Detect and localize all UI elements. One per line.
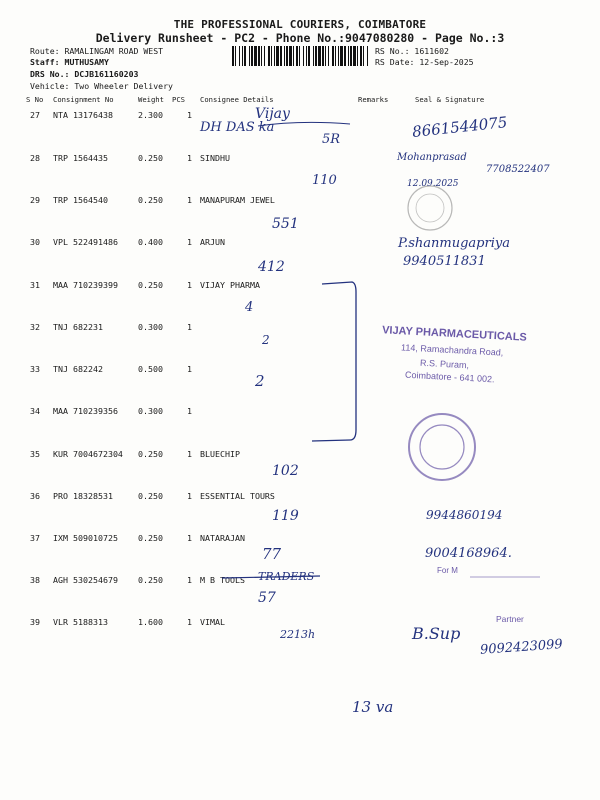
row-weight: 0.250 bbox=[138, 280, 163, 290]
col-weight: Weight bbox=[138, 95, 164, 104]
hw-r32-note: 4 bbox=[245, 300, 254, 315]
row-consignment: AGH 530254679 bbox=[53, 575, 118, 585]
row-weight: 0.250 bbox=[138, 449, 163, 459]
stamp-address-3: Coimbatore - 641 002. bbox=[404, 369, 495, 385]
row-pcs: 1 bbox=[187, 153, 192, 163]
row-pcs: 1 bbox=[187, 110, 192, 120]
row-sno: 34 bbox=[30, 406, 40, 416]
company-seal bbox=[409, 414, 475, 480]
row-pcs: 1 bbox=[187, 364, 192, 374]
row-consignment: KUR 7004672304 bbox=[53, 449, 123, 459]
row-pcs: 1 bbox=[187, 575, 192, 585]
row-consignment: TRP 1564435 bbox=[53, 153, 108, 163]
row-consignee: MANAPURAM JEWEL bbox=[200, 195, 275, 205]
drs-label: DRS No.: bbox=[30, 69, 70, 79]
company-title: THE PROFESSIONAL COURIERS, COIMBATORE bbox=[173, 18, 427, 31]
bracket-mark bbox=[312, 282, 356, 441]
row-sno: 38 bbox=[30, 575, 40, 585]
hw-r37-note: 77 bbox=[262, 545, 282, 563]
row-sno: 35 bbox=[30, 449, 40, 459]
hw-r30-note: 551 bbox=[272, 216, 299, 232]
row-sno: 30 bbox=[30, 237, 40, 247]
rs-date: RS Date: 12-Sep-2025 bbox=[375, 57, 474, 67]
col-seal-signature: Seal & Signature bbox=[415, 95, 485, 104]
row-weight: 2.300 bbox=[138, 110, 163, 120]
row-weight: 0.250 bbox=[138, 575, 163, 585]
row-consignment: TNJ 682242 bbox=[53, 364, 103, 374]
row-sno: 37 bbox=[30, 533, 40, 543]
row-consignment: PRO 18328531 bbox=[53, 491, 113, 501]
row-weight: 0.250 bbox=[138, 491, 163, 501]
row-consignment: TRP 1564540 bbox=[53, 195, 108, 205]
row-pcs: 1 bbox=[187, 617, 192, 627]
row-consignee: VIJAY PHARMA bbox=[200, 280, 260, 290]
row-sno: 28 bbox=[30, 153, 40, 163]
col-consignment: Consignment No bbox=[53, 95, 114, 104]
row-weight: 0.250 bbox=[138, 533, 163, 543]
hw-r36-phone: 9944860194 bbox=[426, 508, 503, 522]
row-weight: 0.250 bbox=[138, 195, 163, 205]
hw-r31-note: 412 bbox=[258, 259, 285, 275]
rs-number: RS No.: 1611602 bbox=[375, 46, 449, 56]
hw-r28-note: 110 bbox=[312, 173, 337, 188]
col-sno: S No bbox=[26, 95, 44, 104]
hw-bottom-note: 13 va bbox=[352, 698, 394, 716]
stamp-company-name: VIJAY PHARMACEUTICALS bbox=[381, 324, 528, 344]
staff-name: MUTHUSAMY bbox=[64, 57, 109, 67]
row-pcs: 1 bbox=[187, 195, 192, 205]
row-weight: 0.500 bbox=[138, 364, 163, 374]
col-pcs: PCS bbox=[172, 95, 185, 104]
hw-r33-note: 2 bbox=[262, 333, 270, 347]
row-consignment: VLR 5188313 bbox=[53, 617, 108, 627]
hw-r38-strike: TRADERS bbox=[258, 570, 315, 583]
hw-r34-note: 2 bbox=[255, 372, 265, 390]
row-sno: 36 bbox=[30, 491, 40, 501]
row-consignment: VPL 522491486 bbox=[53, 237, 118, 247]
row-sno: 31 bbox=[30, 280, 40, 290]
row-sno: 27 bbox=[30, 110, 40, 120]
row-pcs: 1 bbox=[187, 280, 192, 290]
stamp-address-1: 114, Ramachandra Road, bbox=[400, 342, 504, 358]
row-consignee: SINDHU bbox=[200, 153, 230, 163]
row-consignee: VIMAL bbox=[200, 617, 225, 627]
row-consignment: MAA 710239399 bbox=[53, 280, 118, 290]
row-sno: 32 bbox=[30, 322, 40, 332]
hw-r27-name: Vijay bbox=[255, 106, 290, 122]
route-label: Route: RAMALINGAM ROAD WEST bbox=[30, 46, 164, 56]
row-consignee: ARJUN bbox=[200, 237, 225, 247]
row-consignment: NTA 13176438 bbox=[53, 110, 113, 120]
hw-r36-note: 119 bbox=[272, 508, 299, 524]
runsheet-subtitle: Delivery Runsheet - PC2 - Phone No.:9047080280 - Page No.:3 bbox=[95, 31, 505, 45]
row-pcs: 1 bbox=[187, 533, 192, 543]
staff-label: Staff: bbox=[30, 57, 60, 67]
row-consignee: NATARAJAN bbox=[200, 533, 245, 543]
col-remarks: Remarks bbox=[358, 95, 389, 104]
drs-number: DCJB161160203 bbox=[74, 69, 139, 79]
row-pcs: 1 bbox=[187, 322, 192, 332]
hw-r35-note: 102 bbox=[272, 463, 299, 479]
row-consignee: BLUECHIP bbox=[200, 449, 240, 459]
row-weight: 0.400 bbox=[138, 237, 163, 247]
row-consignee: M B TOOLS bbox=[200, 575, 245, 585]
row-pcs: 1 bbox=[187, 449, 192, 459]
row-sno: 29 bbox=[30, 195, 40, 205]
stamp-for-text: For M bbox=[437, 566, 458, 575]
row-sno: 39 bbox=[30, 617, 40, 627]
hw-r28-signature: Mohanprasad bbox=[397, 152, 467, 163]
row-weight: 0.300 bbox=[138, 406, 163, 416]
hw-r28-date: 12.09.2025 bbox=[407, 179, 459, 189]
vehicle-label: Vehicle: Two Wheeler Delivery bbox=[30, 81, 173, 91]
row-pcs: 1 bbox=[187, 491, 192, 501]
row-pcs: 1 bbox=[187, 237, 192, 247]
row-weight: 0.300 bbox=[138, 322, 163, 332]
hw-r30-phone: 9940511831 bbox=[403, 254, 486, 269]
stamp-partner: Partner bbox=[496, 614, 524, 624]
row-consignment: IXM 509010725 bbox=[53, 533, 118, 543]
col-consignee: Consignee Details bbox=[200, 95, 274, 104]
hw-r27-mark: 5R bbox=[322, 132, 341, 147]
hw-r38-note: 57 bbox=[258, 590, 276, 606]
hw-r39-signature: B.Sup bbox=[412, 624, 461, 643]
row-consignee: ESSENTIAL TOURS bbox=[200, 491, 275, 501]
hw-r39-note: 2213h bbox=[280, 628, 316, 641]
hw-r27-signature: 8661544075 bbox=[411, 113, 509, 141]
hw-r37-phone: 9004168964. bbox=[425, 546, 512, 561]
hw-r30-signature: P.shanmugapriya bbox=[398, 236, 510, 251]
row-pcs: 1 bbox=[187, 406, 192, 416]
stamp-address-2: R.S. Puram, bbox=[419, 357, 470, 371]
row-consignment: MAA 710239356 bbox=[53, 406, 118, 416]
hw-r28-phone: 7708522407 bbox=[486, 164, 550, 175]
row-consignment: TNJ 682231 bbox=[53, 322, 103, 332]
row-weight: 0.250 bbox=[138, 153, 163, 163]
hw-r39-phone: 9092423099 bbox=[479, 637, 564, 658]
row-sno: 33 bbox=[30, 364, 40, 374]
hw-r27-name2: DH DAS ka bbox=[200, 120, 275, 135]
row-weight: 1.600 bbox=[138, 617, 163, 627]
grey-seal bbox=[408, 186, 452, 230]
